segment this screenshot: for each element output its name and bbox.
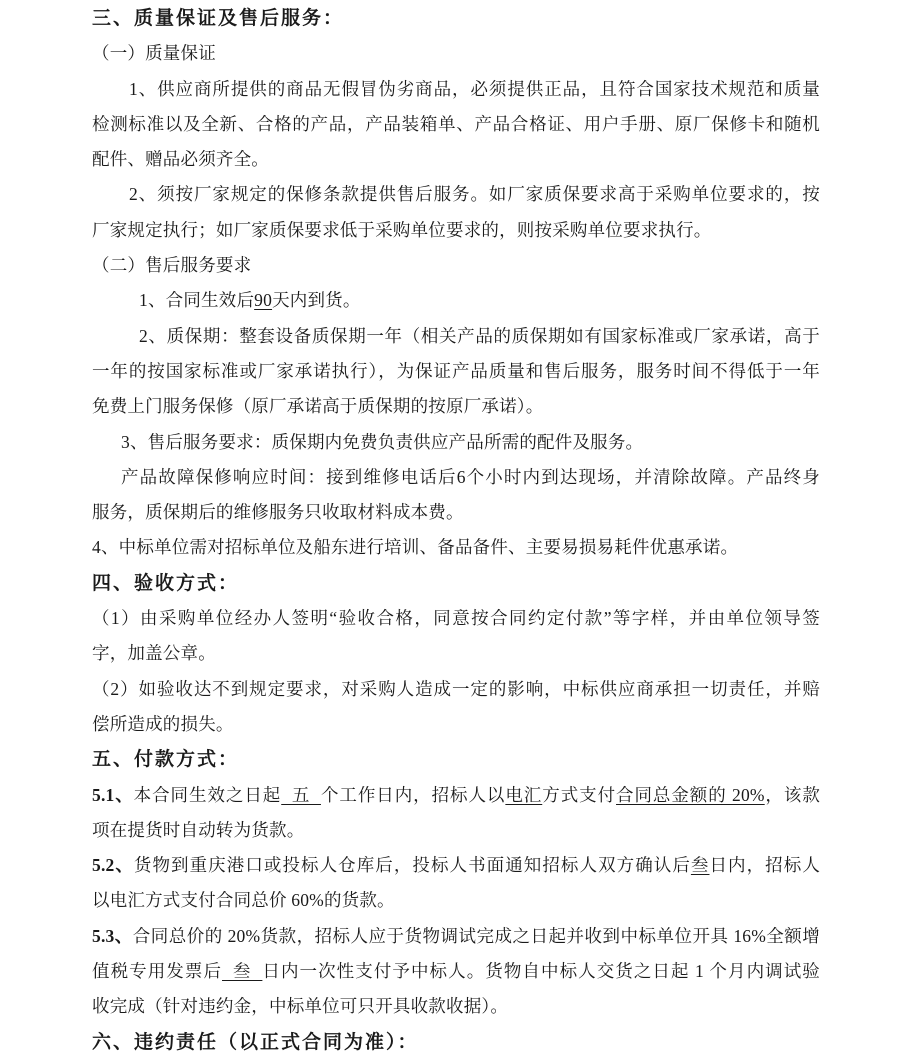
text-run: 检测标准以及全新、合格的产品，产品装箱单、产品合格证、用户手册、原厂保修卡和随机 [92, 113, 820, 134]
underlined-fill-in-text: 电汇 [505, 784, 543, 805]
text-run: 值税专用发票后 [92, 961, 223, 982]
text-line [92, 672, 820, 707]
text-run: 产品故障保修响应时间：接到维修电话后6个小时内到达现场，并清除故障。产品终身 [121, 466, 820, 487]
text-line [92, 36, 820, 71]
text-line [92, 142, 820, 177]
text-run: 货物到重庆港口或投标人仓库后，投标人书面通知招标人双方确认后 [133, 855, 691, 876]
text-run: 3、售后服务要求：质保期内免费负责供应产品所需的配件及服务。 [121, 431, 644, 452]
text-run: 1、合同生效后 [139, 290, 255, 311]
text-run: 字，加盖公章。 [92, 643, 216, 664]
text-run: 合同总价的 20%货款，招标人应于货物调试完成之日起并收到中标单位开具 16%全额增 [132, 925, 820, 946]
text-run: 五、付款方式： [92, 749, 240, 771]
text-run: 日内一次性支付予中标人。货物自中标人交货之日起 1 个月内调试验 [262, 961, 820, 982]
text-run: 以电汇方式支付合同总价 60%的货款。 [92, 890, 395, 911]
text-run: （1）由采购单位经办人签明“验收合格，同意按合同约定付款”等字样，并由单位领导签 [92, 608, 820, 629]
text-run: （二）售后服务要求 [92, 255, 252, 276]
text-run: 配件、赠品必须齐全。 [92, 149, 269, 170]
underlined-fill-in-text: 合同总金额的 20% [616, 784, 765, 805]
text-line [92, 177, 820, 212]
text-run: 日内，招标人 [709, 855, 821, 876]
text-run: 三、质量保证及售后服务： [92, 8, 345, 29]
section-heading [92, 1025, 820, 1060]
text-run: 偿所造成的损失。 [92, 713, 234, 734]
text-run: 项在提货时自动转为货款。 [92, 819, 305, 840]
section-heading [92, 742, 820, 777]
text-line [92, 707, 820, 742]
text-run: 个工作日内，招标人以 [320, 784, 506, 805]
text-line [92, 919, 820, 954]
underlined-fill-in-text: 叁 [222, 961, 263, 982]
text-run: （一）质量保证 [92, 43, 216, 64]
text-run: 厂家规定执行；如厂家质保要求低于采购单位要求的，则按采购单位要求执行。 [92, 219, 712, 240]
clause-number-label: 5.3、 [92, 925, 133, 946]
text-line [92, 636, 820, 671]
text-run: 2、质保期：整套设备质保期一年（相关产品的质保期如有国家标准或厂家承诺，高于 [139, 325, 820, 346]
text-run: 收完成（针对违约金，中标单位可只开具收款收据）。 [92, 996, 509, 1017]
text-line [92, 389, 820, 424]
text-line [92, 425, 820, 460]
text-run: 四、验收方式： [92, 572, 240, 594]
section-heading [92, 1, 820, 36]
text-line [92, 319, 820, 354]
text-line [92, 954, 820, 989]
underlined-fill-in-text: 五 [281, 784, 321, 805]
text-run: ，该款 [764, 784, 821, 805]
underlined-fill-in-text: 叁 [690, 855, 710, 876]
text-line [92, 248, 820, 283]
text-line [92, 213, 820, 248]
text-run: 天内到货。 [272, 290, 361, 311]
section-heading [92, 566, 820, 601]
text-line [92, 530, 820, 565]
text-line [92, 848, 820, 883]
text-line [92, 813, 820, 848]
underlined-fill-in-text: 90 [254, 290, 273, 311]
text-run: 1、供应商所提供的商品无假冒伪劣商品，必须提供正品，且符合国家技术规范和质量 [129, 78, 820, 99]
text-line [92, 354, 820, 389]
text-line [92, 778, 820, 813]
clause-number-label: 5.2、 [92, 855, 134, 876]
text-run: 方式支付 [542, 784, 617, 805]
text-run: 六、违约责任（以正式合同为准）： [92, 1031, 419, 1053]
text-line [92, 283, 820, 318]
text-line [92, 72, 820, 107]
text-line [92, 460, 820, 495]
text-run: 服务，质保期后的维修服务只收取材料成本费。 [92, 502, 464, 523]
contract-document [92, 1, 820, 1060]
text-run: 4、中标单位需对招标单位及船东进行培训、备品备件、主要易损易耗件优惠承诺。 [92, 537, 739, 558]
text-line [92, 601, 820, 636]
text-line [92, 883, 820, 918]
text-line [92, 107, 820, 142]
text-run: 本合同生效之日起 [133, 784, 282, 805]
text-run: 2、须按厂家规定的保修条款提供售后服务。如厂家质保要求高于采购单位要求的，按 [129, 184, 820, 205]
text-line [92, 495, 820, 530]
text-line [92, 989, 820, 1024]
text-run: 免费上门服务保修（原厂承诺高于质保期的按原厂承诺）。 [92, 396, 544, 417]
text-run: （2）如验收达不到规定要求，对采购人造成一定的影响，中标供应商承担一切责任，并赔 [92, 678, 820, 699]
clause-number-label: 5.1、 [92, 784, 134, 805]
text-run: 一年的按国家标准或厂家承诺执行），为保证产品质量和售后服务，服务时间不得低于一年 [92, 360, 820, 381]
